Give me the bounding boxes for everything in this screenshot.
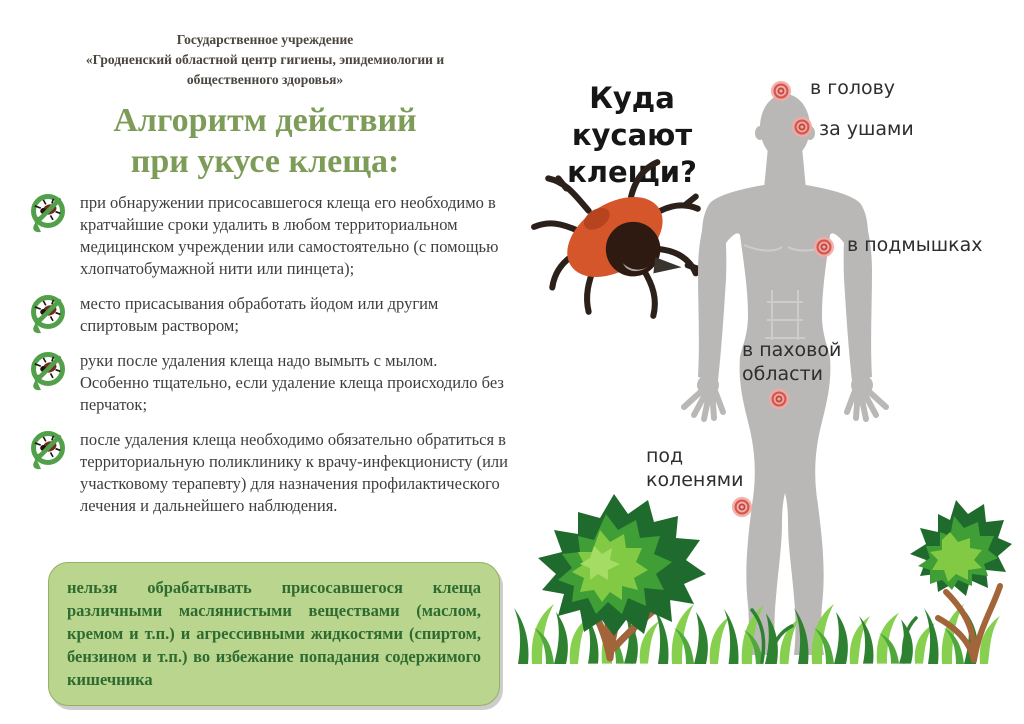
bite-label-armpits: в подмышках: [847, 234, 983, 256]
tick-prohibited-icon: [28, 350, 68, 392]
list-item: [28, 350, 508, 416]
bite-label-ears: за ушами: [819, 118, 914, 140]
list-item: [28, 192, 508, 280]
bush-illustration: [514, 486, 716, 664]
steps-list: [28, 192, 508, 517]
bite-target-icon: [770, 80, 792, 102]
org-line: общественного здоровья»: [186, 72, 344, 87]
bite-target-icon: [813, 236, 835, 258]
tick-prohibited-icon: [28, 429, 68, 471]
page-title-line: Алгоритм действий: [113, 102, 417, 139]
page-title: [28, 100, 502, 182]
warning-text: нельзя обрабатывать присосавшегося клеща различными маслянистыми веществами (маслом, кремом и т.п.) и агрессивными жидкостями (спиртом, бензином и т.п.) во избежание попадания содержимого кишечника: [67, 578, 481, 689]
step-text: при обнаружении присосавшегося клеща его необходимо в кратчайшие сроки удалить в любом территориальном медицинском учреждении или самостоятельно (с помощью хлопчатобумажной нити или пинцета);: [80, 193, 499, 278]
org-line: Государственное учреждение: [176, 32, 354, 47]
bite-label-groin: в паховой области: [742, 339, 842, 385]
warning-box: [48, 562, 500, 706]
body-map-title-line: клещи?: [567, 155, 697, 189]
bite-label-knees: под коленями: [646, 445, 744, 491]
bite-target-icon: [768, 388, 790, 410]
tick-prohibited-icon: [28, 192, 68, 234]
step-text: после удаления клеща необходимо обязательно обратиться в территориальную поликлинику к врачу-инфекционисту (или участковому терапевту) для назначения профилактического лечения и дальнейшего наблюдения.: [80, 430, 509, 515]
bush-illustration: [896, 494, 1018, 664]
list-item: [28, 293, 508, 337]
tick-prohibited-icon: [28, 293, 68, 335]
organization-header: [28, 30, 502, 90]
org-line: «Гродненский областной центр гигиены, эпидемиологии и: [85, 52, 445, 67]
bite-label-head: в голову: [810, 77, 896, 99]
bite-target-icon: [731, 496, 753, 518]
body-map-title-line: Куда кусают: [571, 81, 693, 152]
page-title-line: при укусе клеща:: [130, 143, 400, 180]
step-text: место присасывания обработать йодом или другим спиртовым раствором;: [80, 294, 439, 335]
list-item: [28, 429, 508, 517]
step-text: руки после удаления клеща надо вымыть с мылом. Особенно тщательно, если удаление клеща происходило без перчаток;: [80, 351, 504, 414]
bite-target-icon: [791, 116, 813, 138]
